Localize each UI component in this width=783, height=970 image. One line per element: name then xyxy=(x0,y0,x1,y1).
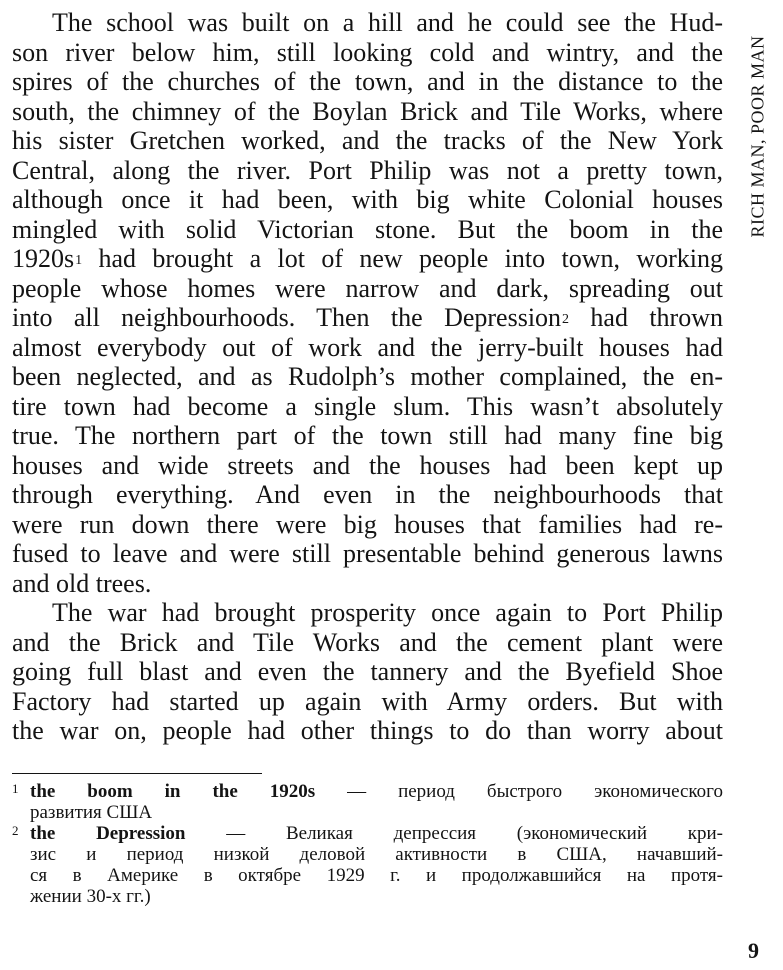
footnote-number: 1 xyxy=(12,781,19,796)
footnote-text: — период быстрого экономического xyxy=(315,781,723,802)
text-line: spires of the churches of the town, and in the distance to the xyxy=(12,67,723,96)
text-line: true. The northern part of the town still had many fine big xyxy=(12,421,723,450)
text-fragment: into all neighbourhoods. Then the Depression xyxy=(12,303,562,332)
text-line xyxy=(12,303,723,333)
running-head-text: RICH MAN, POOR MAN xyxy=(747,34,768,238)
footnote-marker-2: 2 xyxy=(562,312,570,327)
footnote-marker-1: 1 xyxy=(75,253,83,268)
text-line: through everything. And even in the neighbourhoods that xyxy=(12,480,723,509)
footnote-line: зис и период низкой деловой активности в США, начавший- xyxy=(30,844,723,865)
footnote-term: the boom in the 1920s xyxy=(30,781,316,802)
text-line: houses and wide streets and the houses had been kept up xyxy=(12,450,723,480)
text-line: Central, along the river. Port Philip was not a pretty town, xyxy=(12,155,723,185)
footnote-text: — Великая депрессия (экономический кри- xyxy=(185,823,723,844)
text-line: The war had brought prosperity once again to Port Philip xyxy=(52,598,723,627)
text-line: fused to leave and were still presentable behind generous lawns xyxy=(12,539,723,568)
footnote-line: жении 30-х гг.) xyxy=(30,886,151,907)
text-line: the war on, people had other things to do than worry about xyxy=(12,716,723,745)
text-line: and the Brick and Tile Works and the cement plant were xyxy=(12,627,723,657)
text-line: Factory had started up again with Army orders. But with xyxy=(12,686,723,716)
text-line: son river below him, still looking cold and wintry, and the xyxy=(12,37,723,67)
footnote-line: ся в Америке в октябре 1929 г. и продолжавшийся на протя- xyxy=(30,865,723,886)
text-line: almost everybody out of work and the jerry-built houses had xyxy=(12,332,723,362)
text-line: although once it had been, with big white Colonial houses xyxy=(12,185,723,214)
text-line: been neglected, and as Rudolph’s mother complained, the en- xyxy=(12,362,723,391)
body-text xyxy=(12,8,723,746)
footnote-divider xyxy=(12,773,262,774)
page-number: 9 xyxy=(748,938,759,963)
text-fragment: 1920s xyxy=(12,244,75,273)
running-head xyxy=(738,6,778,266)
footnote-term: the Depression xyxy=(30,823,186,844)
footnote-2 xyxy=(12,823,723,844)
footnote-1 xyxy=(12,781,723,802)
text-line: south, the chimney of the Boylan Brick and Tile Works, where xyxy=(12,96,723,126)
text-line: people whose homes were narrow and dark, spreading out xyxy=(12,273,723,303)
text-line: were run down there were big houses that families had re- xyxy=(12,509,723,539)
text-line: tire town had become a single slum. This wasn’t absolutely xyxy=(12,391,723,421)
footnote-line: развития США xyxy=(30,802,153,823)
text-line xyxy=(12,244,723,274)
text-line: his sister Gretchen worked, and the tracks of the New York xyxy=(12,126,723,155)
text-fragment: had brought a lot of new people into town, working xyxy=(82,244,723,273)
footnotes xyxy=(12,781,723,907)
text-line: mingled with solid Victorian stone. But the boom in the xyxy=(12,214,723,244)
text-line: The school was built on a hill and he could see the Hud- xyxy=(52,8,723,37)
footnote-number: 2 xyxy=(12,823,19,838)
text-line: and old trees. xyxy=(12,568,152,598)
text-line: going full blast and even the tannery and the Byefield Shoe xyxy=(12,657,723,686)
text-fragment: had thrown xyxy=(569,303,723,332)
